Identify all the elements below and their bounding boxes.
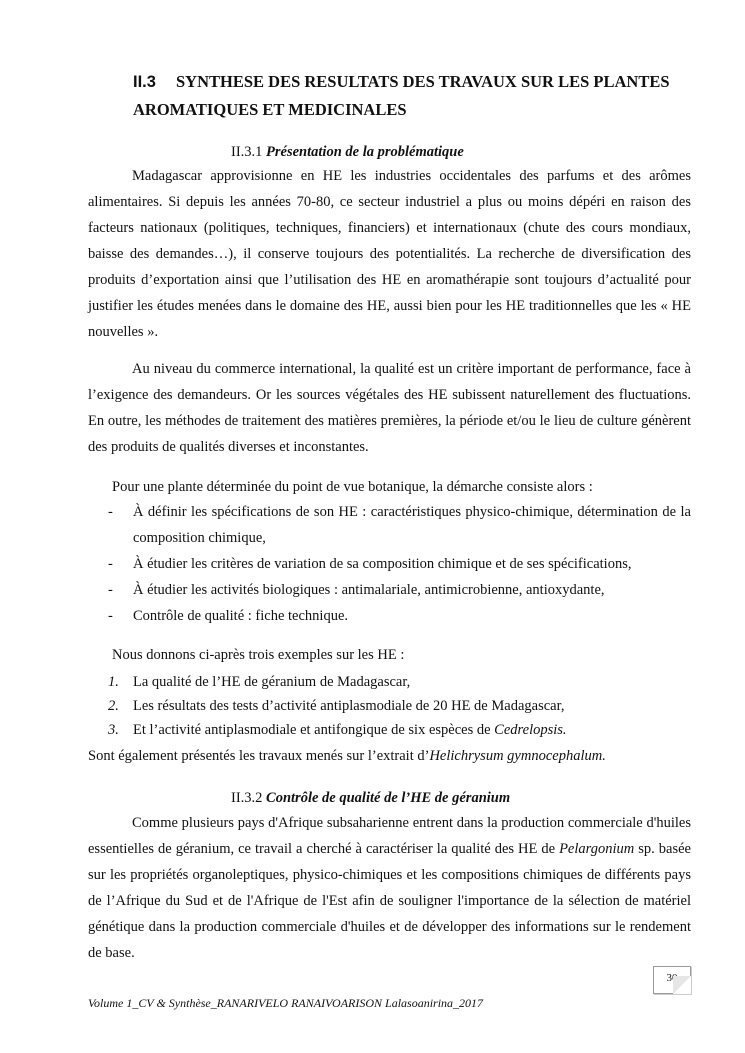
subsection-heading-2 bbox=[231, 790, 510, 807]
list-item: - À définir les spécifications de son HE : caractéristiques physico-chimique, détermination de la composition chimique, bbox=[108, 504, 691, 546]
section-number: II.3 bbox=[133, 73, 156, 91]
subsection-heading-1 bbox=[231, 144, 464, 161]
list-item: 3. Et l’activité antiplasmodiale et antifongique de six espèces de Cedrelopsis. bbox=[108, 722, 567, 738]
paragraph-2: Au niveau du commerce international, la qualité est un critère important de performance, face à l’exigence des demandeurs. Or les sources végétales des HE subissent naturellement des fluctuations. En outre, les méthodes de traitement des matières premières, la période et/ou le lieu de culture génèrent des produits de qualités diverses et inconstantes. bbox=[88, 361, 691, 455]
list-item: 2. Les résultats des tests d’activité antiplasmodiale de 20 HE de Madagascar, bbox=[108, 698, 565, 714]
examples-intro: Nous donnons ci-après trois exemples sur les HE : bbox=[112, 647, 405, 663]
subsection-title: Contrôle de qualité de l’HE de géranium bbox=[266, 790, 511, 806]
list-item: 1. La qualité de l’HE de géranium de Madagascar, bbox=[108, 674, 411, 690]
page-footer: Volume 1_CV & Synthèse_RANARIVELO RANAIVOARISON Lalasoanirina_2017 bbox=[88, 996, 484, 1010]
paragraph-3: Comme plusieurs pays d'Afrique subsaharienne entrent dans la production commerciale d'huiles essentielles de géranium, ce travail a cherché à caractériser la qualité des HE de Pelargonium sp. basée sur les propriétés organoleptiques, physico-chimiques et les compositions chimiques de différents pays de l’Afrique du Sud et de l'Afrique de l'Est afin de souligner l'importance de la sélection de matériel génétique dans la production commerciale d'huiles et de développer des informations sur le rendement de base. bbox=[88, 815, 691, 961]
approach-list bbox=[108, 499, 691, 629]
list-item: - Contrôle de qualité : fiche technique. bbox=[108, 608, 349, 624]
subsection-number: II.3.2 bbox=[231, 790, 263, 806]
page-number-box bbox=[653, 966, 691, 994]
subsection-title: Présentation de la problématique bbox=[266, 144, 464, 160]
approach-intro: Pour une plante déterminée du point de vue botanique, la démarche consiste alors : bbox=[112, 479, 593, 495]
subsection-number: II.3.1 bbox=[231, 144, 263, 160]
section-title-line1: SYNTHESE DES RESULTATS DES TRAVAUX SUR LES PLANTES bbox=[176, 72, 670, 91]
section-title-line2: AROMATIQUES ET MEDICINALES bbox=[133, 100, 407, 119]
list-item: - À étudier les activités biologiques : antimalariale, antimicrobienne, antioxydante, bbox=[108, 582, 605, 598]
also-presented-line: Sont également présentés les travaux menés sur l’extrait d’Helichrysum gymnocephalum. bbox=[88, 748, 606, 764]
paragraph-1: Madagascar approvisionne en HE les industries occidentales des parfums et des arômes alimentaires. Si depuis les années 70-80, ce secteur industriel a plus ou moins dépéri en raison des facteurs nationaux (politiques, techniques, financiers) et internationaux (chute des cours mondiaux, baisse des demandes…), il conserve toujours des potentialités. La recherche de diversification des produits d’exportation ainsi que l’utilisation des HE en aromathérapie sont toujours d’actualité pour justifier les études menées dans le domaine des HE, aussi bien pour les HE traditionnelles que les « HE nouvelles ». bbox=[88, 168, 691, 340]
examples-list bbox=[108, 670, 567, 742]
list-item: - À étudier les critères de variation de sa composition chimique et de ses spécifications, bbox=[108, 556, 632, 572]
page-number: 30 bbox=[666, 972, 678, 984]
page-fold-icon bbox=[673, 976, 691, 994]
